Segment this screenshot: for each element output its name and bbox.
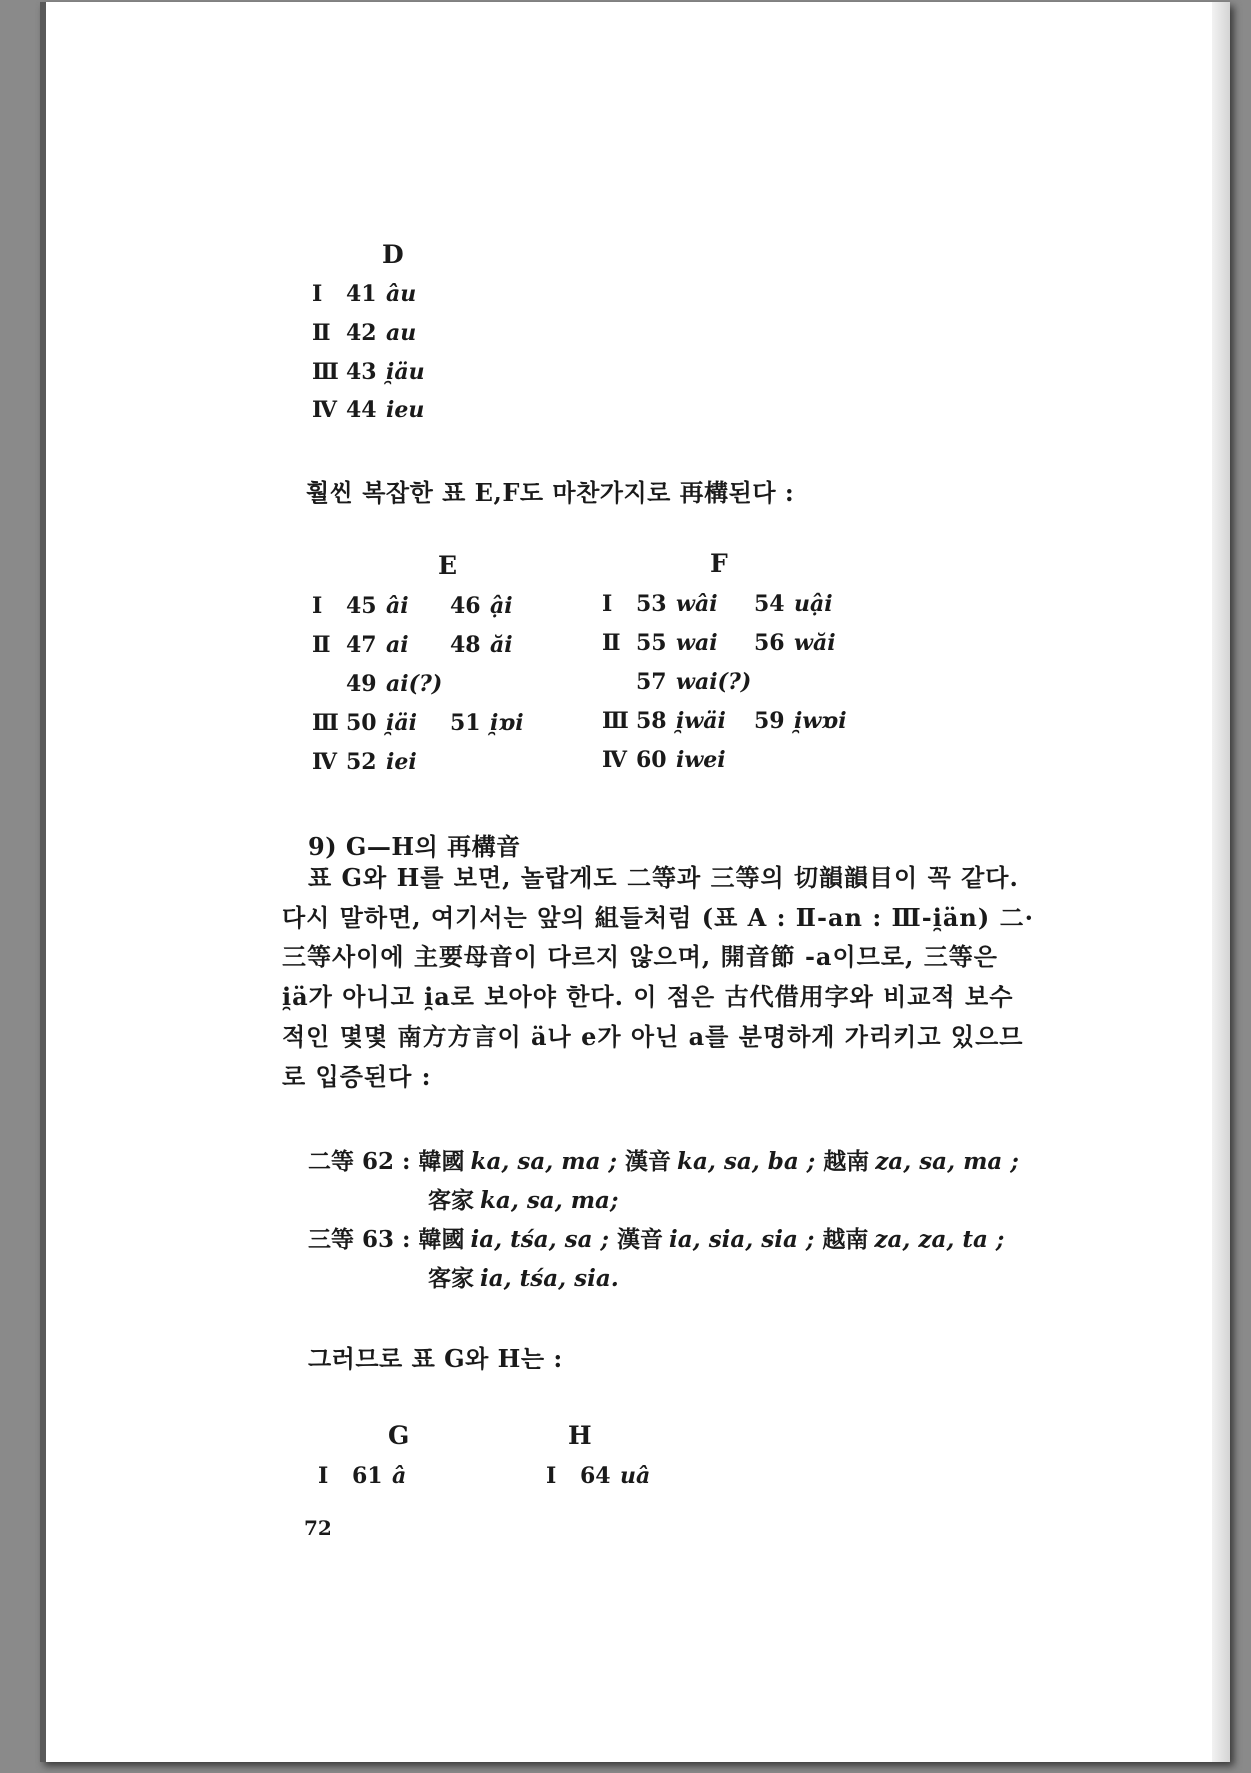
example-third-line-1 (308, 1221, 1004, 1254)
table-e-row (312, 671, 442, 697)
table-d-row (312, 281, 416, 307)
row-number: 58 (636, 708, 667, 734)
page-edge (1212, 2, 1230, 1762)
reconstruction: ậi (490, 593, 513, 619)
roman-numeral: Ⅰ (318, 1463, 329, 1489)
row-number: 43 (346, 359, 377, 385)
paragraph-line: 적인 몇몇 南方方言이 ä나 e가 아닌 a를 분명하게 가리키고 있으므 (282, 1022, 1024, 1051)
table-d-row (312, 359, 425, 385)
row-number: 50 (346, 710, 377, 736)
paragraph-line: 로 입증된다 : (282, 1062, 432, 1091)
reconstruction: ăi (490, 632, 513, 658)
roman-numeral: Ⅲ (602, 708, 629, 734)
row-number: 42 (346, 320, 377, 346)
table-g-header: G (388, 1421, 410, 1450)
roman-numeral: Ⅱ (312, 320, 331, 346)
reconstruction: au (386, 320, 417, 346)
roman-numeral: Ⅲ (312, 359, 339, 385)
lang-name: 韓國 (418, 1226, 465, 1253)
paragraph-line: 표 G와 H를 보면, 놀랍게도 二等과 三等의 切韻韻目이 꼭 같다. (308, 863, 1019, 892)
lang-name: 客家 (428, 1265, 474, 1292)
row-number: 55 (636, 630, 667, 656)
example-third-line-2 (428, 1260, 619, 1293)
example-forms: ka, sa, ma ; (470, 1148, 617, 1175)
reconstruction: iei (386, 749, 417, 775)
lang-name: 漢音 (625, 1148, 672, 1175)
roman-numeral: Ⅳ (602, 747, 627, 773)
table-f-header: F (710, 549, 728, 578)
row-number: 51 (450, 710, 481, 736)
reconstruction: ai (386, 632, 409, 658)
reconstruction: i̯äu (386, 359, 425, 385)
reconstruction: uâ (620, 1463, 651, 1489)
paragraph-line: 三等사이에 主要母音이 다르지 않으며, 開音節 -a이므로, 三等은 (282, 942, 998, 971)
row-number: 54 (754, 591, 785, 617)
roman-numeral: Ⅰ (546, 1463, 557, 1489)
reconstruction: ai(?) (386, 671, 443, 697)
table-f-row (602, 591, 833, 617)
roman-numeral: Ⅱ (312, 632, 331, 658)
reconstruction: âi (386, 593, 409, 619)
row-number: 44 (346, 397, 377, 423)
conclusion: 그러므로 표 G와 H는 : (308, 1344, 563, 1373)
row-number: 53 (636, 591, 667, 617)
row-number: 52 (346, 749, 377, 775)
table-f-row (602, 669, 751, 695)
lang-name: 客家 (428, 1187, 474, 1214)
roman-numeral: Ⅰ (312, 593, 323, 619)
example-second-line-1 (308, 1143, 1019, 1176)
row-number: 41 (346, 281, 377, 307)
table-e-row (312, 749, 417, 775)
reconstruction: wai(?) (676, 669, 752, 695)
table-f-row (602, 708, 847, 734)
reconstruction: i̯ɒi (490, 710, 524, 736)
lang-name: 漢音 (617, 1226, 664, 1253)
row-number: 60 (636, 747, 667, 773)
table-e-row (312, 632, 513, 658)
table-h-header: H (568, 1421, 592, 1450)
table-e-row (312, 593, 513, 619)
example-forms: za, za, ta ; (874, 1226, 1005, 1253)
paragraph-line: 다시 말하면, 여기서는 앞의 組들처럼 (표 A : Ⅱ-an : Ⅲ-i̯än) 二· (282, 903, 1034, 932)
row-number: 61 (352, 1463, 383, 1489)
roman-numeral: Ⅰ (602, 591, 613, 617)
example-forms: ia, tśa, sa ; (470, 1226, 610, 1253)
example-forms: ka, sa, ba ; (677, 1148, 816, 1175)
row-number: 59 (754, 708, 785, 734)
roman-numeral: Ⅳ (312, 397, 337, 423)
lang-name: 韓國 (418, 1148, 465, 1175)
reconstruction: âu (386, 281, 417, 307)
table-e-row (312, 710, 524, 736)
reconstruction: wâi (676, 591, 718, 617)
reconstruction: â (392, 1463, 407, 1489)
row-number: 46 (450, 593, 481, 619)
example-forms: ia, tśa, sia. (480, 1265, 619, 1292)
table-d-row (312, 397, 424, 423)
paragraph-line: i̯ä가 아니고 i̯a로 보아야 한다. 이 점은 古代借用字와 비교적 보수 (282, 982, 1014, 1011)
row-number: 45 (346, 593, 377, 619)
table-d-header: D (382, 240, 404, 269)
book-page (40, 2, 1230, 1762)
row-number: 57 (636, 669, 667, 695)
example-forms: ka, sa, ma; (480, 1187, 619, 1214)
table-f-row (602, 630, 836, 656)
reconstruction: i̯äi (386, 710, 417, 736)
row-number: 49 (346, 671, 377, 697)
example-label: 三等 63 : (308, 1226, 411, 1253)
roman-numeral: Ⅲ (312, 710, 339, 736)
lang-name: 越南 (823, 1148, 870, 1175)
roman-numeral: Ⅱ (602, 630, 621, 656)
example-forms: ia, sia, sia ; (669, 1226, 815, 1253)
table-g-row (318, 1463, 406, 1489)
row-number: 47 (346, 632, 377, 658)
row-number: 48 (450, 632, 481, 658)
reconstruction: ieu (386, 397, 425, 423)
reconstruction: uậi (794, 591, 833, 617)
table-e-header: E (438, 551, 458, 580)
page-number: 72 (304, 1516, 332, 1540)
table-h-row (546, 1463, 650, 1489)
roman-numeral: Ⅰ (312, 281, 323, 307)
roman-numeral: Ⅳ (312, 749, 337, 775)
intro-ef: 훨씬 복잡한 표 E,F도 마찬가지로 再構된다 : (306, 478, 795, 507)
lang-name: 越南 (822, 1226, 869, 1253)
row-number: 64 (580, 1463, 611, 1489)
row-number: 56 (754, 630, 785, 656)
example-label: 二等 62 : (308, 1148, 411, 1175)
example-second-line-2 (428, 1182, 618, 1215)
section-title: 9) G—H의 再構音 (308, 832, 521, 861)
reconstruction: iwei (676, 747, 726, 773)
table-f-row (602, 747, 726, 773)
reconstruction: wăi (794, 630, 836, 656)
reconstruction: i̯wäi (676, 708, 726, 734)
example-forms: za, sa, ma ; (875, 1148, 1019, 1175)
reconstruction: i̯wɒi (794, 708, 847, 734)
table-d-row (312, 320, 416, 346)
reconstruction: wai (676, 630, 718, 656)
